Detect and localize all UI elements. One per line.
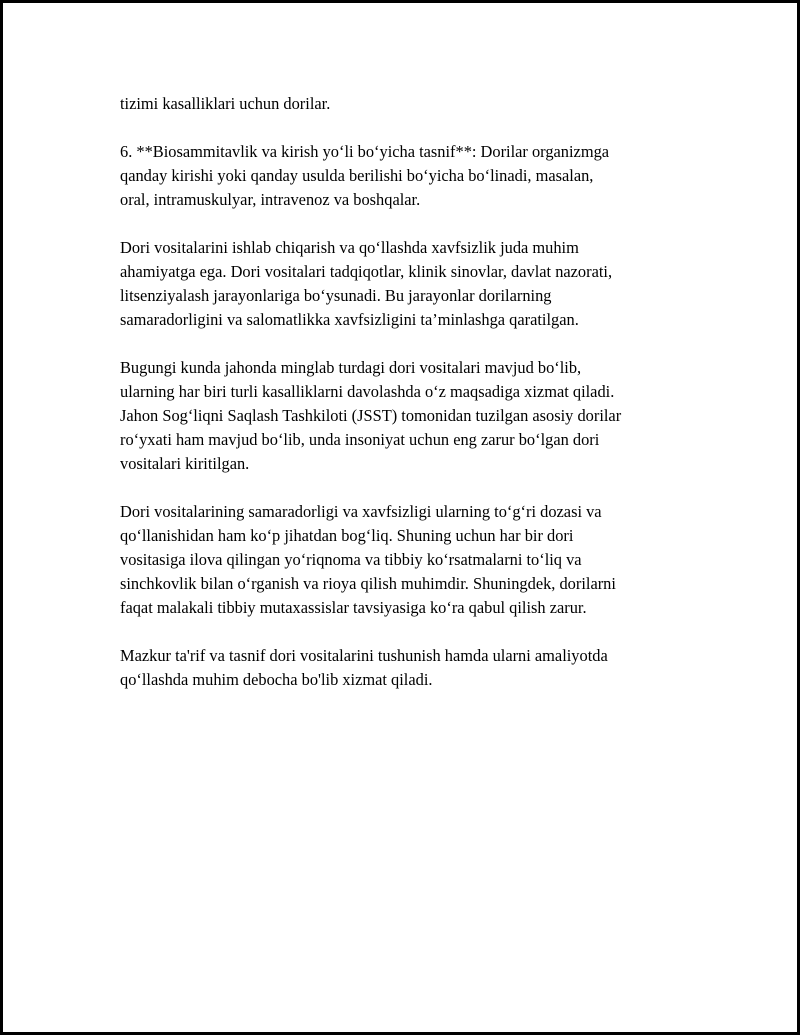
paragraph-6 bbox=[120, 644, 710, 692]
text-line: tizimi kasalliklari uchun dorilar. bbox=[120, 94, 331, 113]
text-line: qo‘llashda muhim debocha bo'lib xizmat qiladi. bbox=[120, 670, 433, 689]
text-line: litsenziyalash jarayonlariga bo‘ysunadi. Bu jarayonlar dorilarning bbox=[120, 286, 552, 305]
text-line: sinchkovlik bilan o‘rganish va rioya qilish muhimdir. Shuningdek, dorilarni bbox=[120, 574, 616, 593]
text-line: faqat malakali tibbiy mutaxassislar tavsiyasiga ko‘ra qabul qilish zarur. bbox=[120, 598, 587, 617]
paragraph-2 bbox=[120, 140, 710, 212]
text-line: Bugungi kunda jahonda minglab turdagi dori vositalari mavjud bo‘lib, bbox=[120, 358, 582, 377]
text-line: vositalari kiritilgan. bbox=[120, 454, 250, 473]
paragraph-1 bbox=[120, 92, 710, 116]
text-line: Jahon Sog‘liqni Saqlash Tashkiloti (JSST) tomonidan tuzilgan asosiy dorilar bbox=[120, 406, 622, 425]
text-line: qanday kirishi yoki qanday usulda berilishi bo‘yicha bo‘linadi, masalan, bbox=[120, 166, 594, 185]
text-line: 6. **Biosammitavlik va kirish yo‘li bo‘yicha tasnif**: Dorilar organizmga bbox=[120, 142, 610, 161]
text-line: vositasiga ilova qilingan yo‘riqnoma va tibbiy ko‘rsatmalarni to‘liq va bbox=[120, 550, 582, 569]
text-line: samaradorligini va salomatlikka xavfsizligini ta’minlashga qaratilgan. bbox=[120, 310, 579, 329]
text-line: Dori vositalarini ishlab chiqarish va qo‘llashda xavfsizlik juda muhim bbox=[120, 238, 579, 257]
text-line: ularning har biri turli kasalliklarni davolashda o‘z maqsadiga xizmat qiladi. bbox=[120, 382, 615, 401]
text-line: ahamiyatga ega. Dori vositalari tadqiqotlar, klinik sinovlar, davlat nazorati, bbox=[120, 262, 613, 281]
paragraph-4 bbox=[120, 356, 710, 476]
text-line: Dori vositalarining samaradorligi va xavfsizligi ularning to‘g‘ri dozasi va bbox=[120, 502, 602, 521]
document-body bbox=[120, 92, 710, 716]
text-line: qo‘llanishidan ham ko‘p jihatdan bog‘liq. Shuning uchun har bir dori bbox=[120, 526, 574, 545]
text-line: Mazkur ta'rif va tasnif dori vositalarini tushunish hamda ularni amaliyotda bbox=[120, 646, 608, 665]
paragraph-5 bbox=[120, 500, 710, 620]
paragraph-3 bbox=[120, 236, 710, 332]
text-line: oral, intramuskulyar, intravenoz va boshqalar. bbox=[120, 190, 421, 209]
text-line: ro‘yxati ham mavjud bo‘lib, unda insoniyat uchun eng zarur bo‘lgan dori bbox=[120, 430, 600, 449]
